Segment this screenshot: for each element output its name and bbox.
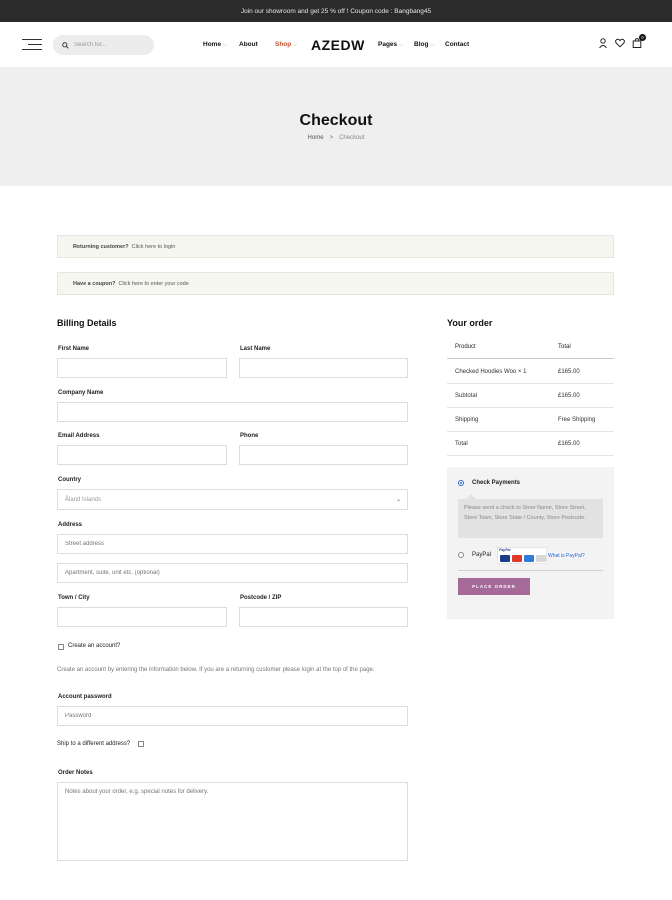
search-input[interactable] — [74, 42, 144, 48]
bank-card-icon — [536, 555, 546, 562]
apartment-field[interactable] — [57, 563, 408, 583]
chevron-down-icon: ⌵ — [399, 42, 403, 48]
email-field[interactable] — [57, 445, 227, 465]
mastercard-icon — [512, 555, 522, 562]
user-icon[interactable] — [598, 38, 608, 48]
order-row-label: Checked Hoodies Woo × 1 — [455, 369, 527, 375]
order-row-label: Total — [455, 441, 468, 447]
notice-label: Have a coupon? — [73, 280, 116, 287]
order-notes-field[interactable] — [57, 782, 408, 861]
place-order-button[interactable]: PLACE ORDER — [458, 578, 530, 595]
table-row — [447, 384, 614, 408]
breadcrumb-separator: > — [329, 135, 334, 141]
payment-panel — [447, 467, 614, 619]
order-row-value: £165.00 — [558, 369, 580, 375]
first-name-field[interactable] — [57, 358, 227, 378]
order-row-label: Shipping — [455, 417, 479, 423]
payment-divider — [458, 570, 603, 571]
create-account-checkbox[interactable] — [58, 644, 64, 650]
nav-blog[interactable]: Blog ⌵ — [414, 41, 435, 48]
paypal-label: PayPal — [472, 552, 492, 558]
chevron-down-icon: ⌄ — [395, 497, 401, 503]
nav-about[interactable]: About — [239, 41, 258, 48]
paypal-logo: PayPal — [499, 548, 511, 552]
returning-customer-notice — [57, 235, 614, 258]
breadcrumb-home[interactable]: Home — [307, 135, 324, 141]
page-title: Checkout — [299, 112, 373, 129]
phone-field[interactable] — [239, 445, 408, 465]
company-label: Company Name — [58, 390, 104, 396]
site-header — [0, 22, 672, 67]
check-payments-radio[interactable] — [458, 480, 464, 486]
address-label: Address — [58, 522, 83, 528]
country-select[interactable] — [57, 489, 408, 510]
country-label: Country — [58, 477, 81, 483]
nav-home[interactable]: Home ⌵ — [203, 41, 227, 48]
paypal-acceptance-mark — [497, 547, 547, 564]
breadcrumb — [0, 135, 672, 141]
total-column-header: Total — [558, 344, 571, 350]
cart-count-badge: 0 — [639, 34, 646, 41]
account-password-label: Account password — [58, 694, 112, 700]
check-payments-description: Please send a check to Store Name, Store Street, Store Town, Store State / County, Store Postcode. — [458, 499, 603, 538]
password-field[interactable] — [57, 706, 408, 726]
login-link[interactable]: Click here to login — [131, 243, 176, 250]
coupon-notice — [57, 272, 614, 295]
billing-title: Billing Details — [57, 318, 117, 328]
email-label: Email Address — [58, 433, 100, 439]
what-is-paypal-link[interactable]: What is PayPal? — [548, 553, 585, 559]
amex-card-icon — [524, 555, 534, 562]
search-box[interactable] — [53, 35, 154, 55]
town-label: Town / City — [58, 595, 90, 601]
order-notes-label: Order Notes — [58, 770, 93, 776]
street-address-field[interactable] — [57, 534, 408, 554]
nav-pages[interactable]: Pages ⌵ — [378, 41, 403, 48]
create-account-help: Create an account by entering the information below. If you are a returning customer please login at the top of the page. — [57, 667, 375, 673]
company-field[interactable] — [57, 402, 408, 422]
chevron-down-icon: ⌵ — [223, 42, 227, 48]
table-row — [447, 408, 614, 432]
notice-label: Returning customer? — [73, 243, 129, 250]
country-value: Åland Islands — [65, 496, 102, 503]
site-logo[interactable]: AZEDW — [311, 37, 365, 53]
postcode-field[interactable] — [239, 607, 408, 627]
table-row — [447, 432, 614, 456]
chevron-down-icon: ⌵ — [430, 42, 435, 48]
phone-label: Phone — [240, 433, 259, 439]
order-row-value: £165.00 — [558, 441, 580, 447]
nav-shop[interactable]: Shop ⌵ — [275, 41, 298, 48]
ship-different-checkbox[interactable] — [138, 741, 144, 747]
postcode-label: Postcode / ZIP — [240, 595, 282, 601]
page-hero — [0, 67, 672, 186]
first-name-label: First Name — [58, 346, 90, 352]
chevron-down-icon: ⌵ — [293, 42, 298, 48]
product-column-header: Product — [455, 344, 476, 350]
last-name-label: Last Name — [240, 346, 271, 352]
announcement-text: Join our showroom and get 25 % off ! Coupon code : Bangbang45 — [240, 7, 432, 15]
order-table-header — [447, 335, 614, 359]
paypal-radio[interactable] — [458, 552, 464, 558]
announcement-bar — [0, 0, 672, 22]
coupon-link[interactable]: Click here to enter your code — [118, 280, 189, 287]
table-row — [447, 360, 614, 384]
search-icon — [62, 42, 69, 49]
order-row-value: £165.00 — [558, 393, 580, 399]
check-payments-label: Check Payments — [472, 480, 521, 486]
ship-different-label: Ship to a different address? — [57, 741, 131, 747]
order-row-value: Free Shipping — [558, 417, 596, 423]
last-name-field[interactable] — [239, 358, 408, 378]
visa-card-icon — [500, 555, 510, 562]
create-account-label: Create an account? — [68, 643, 121, 649]
order-title: Your order — [447, 318, 493, 328]
heart-icon[interactable] — [615, 38, 625, 48]
menu-icon[interactable] — [22, 39, 42, 51]
order-row-label: Subtotal — [455, 393, 478, 399]
nav-contact[interactable]: Contact — [445, 41, 470, 48]
breadcrumb-current: Checkout — [339, 135, 365, 141]
town-field[interactable] — [57, 607, 227, 627]
